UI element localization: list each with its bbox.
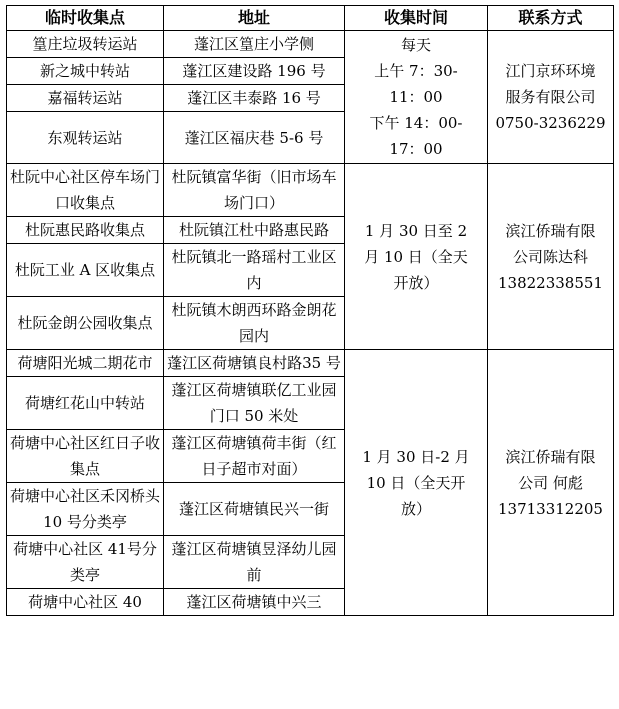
site-name: 荷塘中心社区 40 — [7, 589, 164, 616]
site-name: 杜阮中心社区停车场门口收集点 — [7, 164, 164, 217]
header-contact: 联系方式 — [488, 6, 614, 31]
site-address: 蓬江区丰泰路 16 号 — [164, 85, 345, 112]
table-row — [7, 164, 614, 217]
site-address: 蓬江区荷塘镇昱泽幼儿园前 — [164, 536, 345, 589]
table-row — [7, 31, 614, 58]
site-name: 杜阮工业 A 区收集点 — [7, 244, 164, 297]
site-address: 蓬江区荷塘镇联亿工业园门口 50 米处 — [164, 377, 345, 430]
site-address: 蓬江区荷塘镇中兴三 — [164, 589, 345, 616]
site-name: 篁庄垃圾转运站 — [7, 31, 164, 58]
site-name: 荷塘红花山中转站 — [7, 377, 164, 430]
site-address: 蓬江区福庆巷 5-6 号 — [164, 112, 345, 164]
site-address: 杜阮镇富华街（旧市场车场门口） — [164, 164, 345, 217]
contact-info: 江门京环环境 服务有限公司 0750-3236229 — [488, 31, 614, 164]
site-address: 杜阮镇木朗西环路金朗花园内 — [164, 297, 345, 350]
site-name: 荷塘中心社区红日子收集点 — [7, 430, 164, 483]
header-time: 收集时间 — [345, 6, 488, 31]
site-name: 杜阮惠民路收集点 — [7, 217, 164, 244]
site-address: 蓬江区荷塘镇荷丰街（红日子超市对面） — [164, 430, 345, 483]
site-address: 杜阮镇北一路瑶村工业区内 — [164, 244, 345, 297]
collection-time: 1 月 30 日至 2 月 10 日（全天 开放） — [345, 164, 488, 350]
table-row — [7, 350, 614, 377]
header-row — [7, 6, 614, 31]
site-address: 蓬江区建设路 196 号 — [164, 58, 345, 85]
site-address: 杜阮镇江杜中路惠民路 — [164, 217, 345, 244]
collection-points-table — [6, 5, 614, 616]
site-name: 东观转运站 — [7, 112, 164, 164]
collection-time: 每天 上午 7：30- 11：00 下午 14：00- 17：00 — [345, 31, 488, 164]
site-name: 荷塘阳光城二期花市 — [7, 350, 164, 377]
contact-info: 滨江侨瑞有限 公司陈达科 13822338551 — [488, 164, 614, 350]
site-address: 蓬江区荷塘镇民兴一街 — [164, 483, 345, 536]
site-name: 嘉福转运站 — [7, 85, 164, 112]
contact-info: 滨江侨瑞有限 公司 何彪 13713312205 — [488, 350, 614, 616]
header-address: 地址 — [164, 6, 345, 31]
header-site: 临时收集点 — [7, 6, 164, 31]
site-name: 杜阮金朗公园收集点 — [7, 297, 164, 350]
site-name: 荷塘中心社区 41号分类亭 — [7, 536, 164, 589]
site-name: 荷塘中心社区禾冈桥头 10 号分类亭 — [7, 483, 164, 536]
site-address: 蓬江区篁庄小学侧 — [164, 31, 345, 58]
collection-time: 1 月 30 日-2 月 10 日（全天开 放） — [345, 350, 488, 616]
site-address: 蓬江区荷塘镇良村路35 号 — [164, 350, 345, 377]
site-name: 新之城中转站 — [7, 58, 164, 85]
